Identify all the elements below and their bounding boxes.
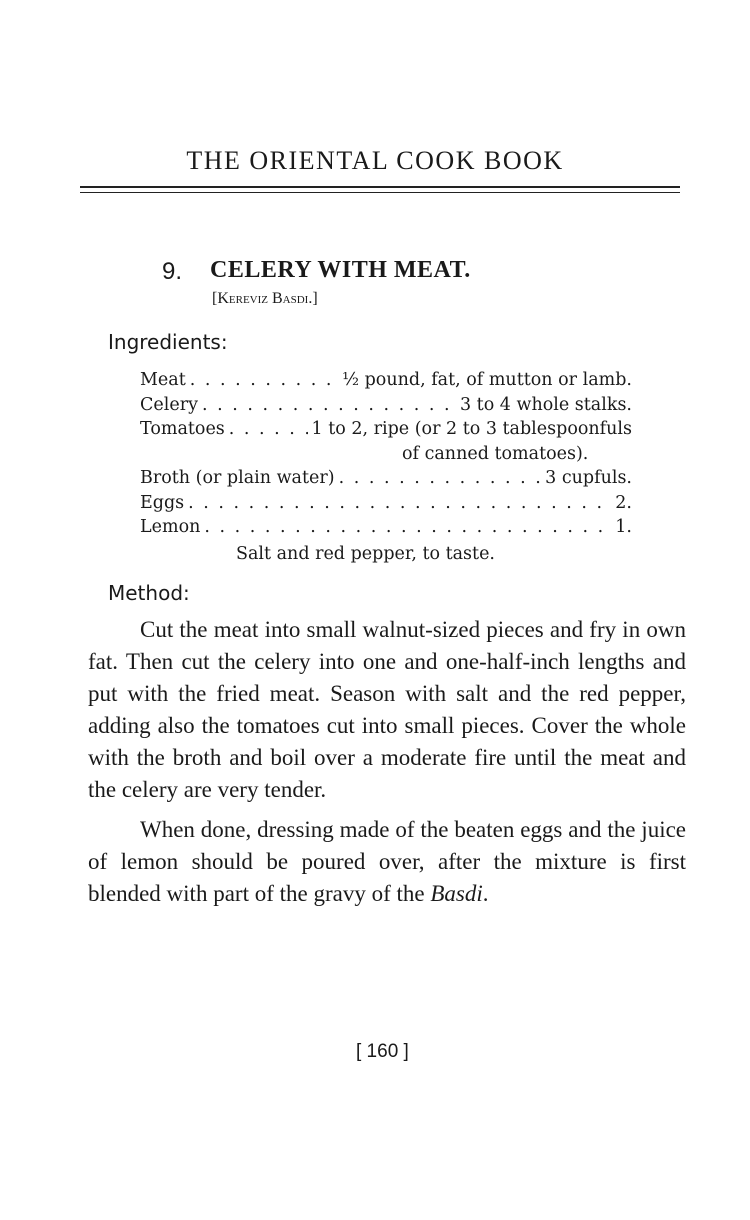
ingredient-quantity: 1. [615, 517, 632, 537]
page-number: [ 160 ] [356, 1041, 409, 1062]
method-paragraph: Cut the meat into small walnut-sized pieces and fry in own fat. Then cut the celery into one and one-half-inch lengths and put with the fried meat. Season with salt and the red pepper, adding also the tomatoes cut into small pieces. Cover the whole with the broth and boil over a moderate fire until the meat and the celery are very tender. [88, 617, 686, 802]
method-heading: Method: [108, 581, 190, 605]
ingredient-continuation: of canned tomatoes). [402, 443, 589, 464]
running-head: THE ORIENTAL COOK BOOK [186, 146, 564, 175]
leader-dots [339, 466, 542, 491]
recipe-subtitle: [Kereviz Basdi.] [212, 290, 318, 307]
leader-dots [204, 515, 611, 540]
ingredient-line [140, 466, 632, 491]
leader-dots [229, 417, 308, 442]
ingredient-name: Lemon [140, 517, 201, 537]
ingredient-name: Broth (or plain water) [140, 468, 335, 488]
header-rule-thin [80, 192, 680, 193]
ingredient-name: Meat [140, 370, 186, 390]
dish-name-italic: Basdi [430, 881, 483, 906]
ingredient-line [140, 491, 632, 516]
ingredient-quantity: 3 to 4 whole stalks. [459, 394, 632, 415]
ingredient-name: Celery [140, 394, 198, 415]
ingredient-line [140, 515, 632, 540]
ingredient-line [140, 417, 632, 442]
leader-dots [190, 368, 338, 393]
ingredient-line [140, 393, 632, 418]
seasoning-line: Salt and red pepper, to taste. [236, 543, 495, 564]
ingredient-quantity: 2. [615, 492, 632, 513]
method-paragraph-text: When done, dressing made of the beaten eggs and the juice of lemon should be poured over, after the mixture is first blended with part of the gravy of the [88, 817, 686, 906]
ingredient-quantity: ½ pound, fat, of mutton or lamb. [342, 370, 632, 390]
header-rule-thick [80, 186, 680, 188]
method-text [88, 614, 686, 918]
ingredient-name: Eggs [140, 492, 185, 513]
recipe-number: 9. [162, 258, 183, 285]
ingredient-name: Tomatoes [140, 419, 225, 439]
ingredient-quantity: 3 cupfuls. [545, 468, 632, 488]
method-paragraph [88, 814, 686, 910]
ingredients-list [140, 368, 632, 566]
leader-dots [188, 491, 611, 516]
recipe-title: CELERY WITH MEAT. [210, 257, 471, 283]
method-paragraph-end: . [482, 881, 489, 906]
ingredients-heading: Ingredients: [108, 330, 228, 354]
ingredient-quantity: 1 to 2, ripe (or 2 to 3 tablespoonfuls [311, 419, 632, 439]
leader-dots [202, 393, 456, 418]
ingredient-line [140, 368, 632, 393]
